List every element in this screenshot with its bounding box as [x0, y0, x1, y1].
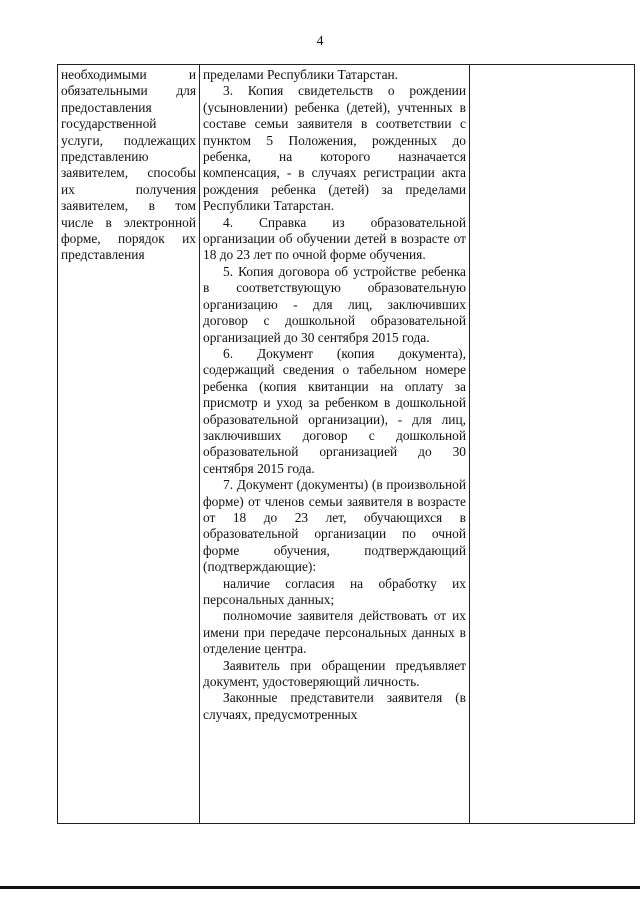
scan-edge-bar — [0, 886, 640, 889]
paragraph: 4. Справка из образовательной организации об обучении детей в возрасте от 18 до 23 лет по очной форме обучения. — [203, 214, 466, 263]
paragraph: 3. Копия свидетельств о рождении (усыновлении) ребенка (детей), учтенных в составе семьи заявителя в соответствии с пунктом 5 Положения, рожденных до ребенка, на которого назначается компенсация, - в случаях регистрации акта рождения ребенка (детей) за пределами Республики Татарстан. — [203, 83, 466, 214]
document-table — [57, 64, 635, 824]
paragraph: полномочие заявителя действовать от их имени при передаче персональных данных в отделение центра. — [203, 608, 466, 657]
paragraph: 5. Копия договора об устройстве ребенка в соответствующую образовательную организацию - для лиц, заключивших договор с дошкольной образовательной организацией до 30 сентября 2015 года. — [203, 263, 466, 345]
paragraph: наличие согласия на обработку их персональных данных; — [203, 575, 466, 607]
paragraph: 6. Документ (копия документа), содержащий сведения о табельном номере ребенка (копия квитанции на оплату за присмотр и уход за ребенком в дошкольной образовательной организации), - для лиц, заключивших договор с дошкольной образовательной организацией до 30 сентября 2015 года. — [203, 345, 466, 476]
description-text: необходимыми и обязательными для предоставления государственной услуги, подлежащих представлению заявителем, способы их получения заявителем, в том числе в электронной форме, порядок их представления — [61, 67, 196, 263]
page-number: 4 — [316, 34, 324, 49]
table-cell-description — [58, 65, 200, 824]
table-row — [58, 65, 635, 824]
paragraph: Законные представители заявителя (в случаях, предусмотренных — [203, 690, 466, 722]
table-cell-documents — [200, 65, 470, 824]
paragraph: Заявитель при обращении предъявляет документ, удостоверяющий личность. — [203, 657, 466, 690]
paragraph: пределами Республики Татарстан. — [203, 67, 399, 82]
table-cell-empty — [470, 65, 635, 824]
paragraph: 7. Документ (документы) (в произвольной форме) от членов семьи заявителя в возрасте от 18 до 23 лет, обучающихся в образовательной организации по очной форме обучения, подтверждающий (подтверждающие): — [203, 477, 466, 575]
